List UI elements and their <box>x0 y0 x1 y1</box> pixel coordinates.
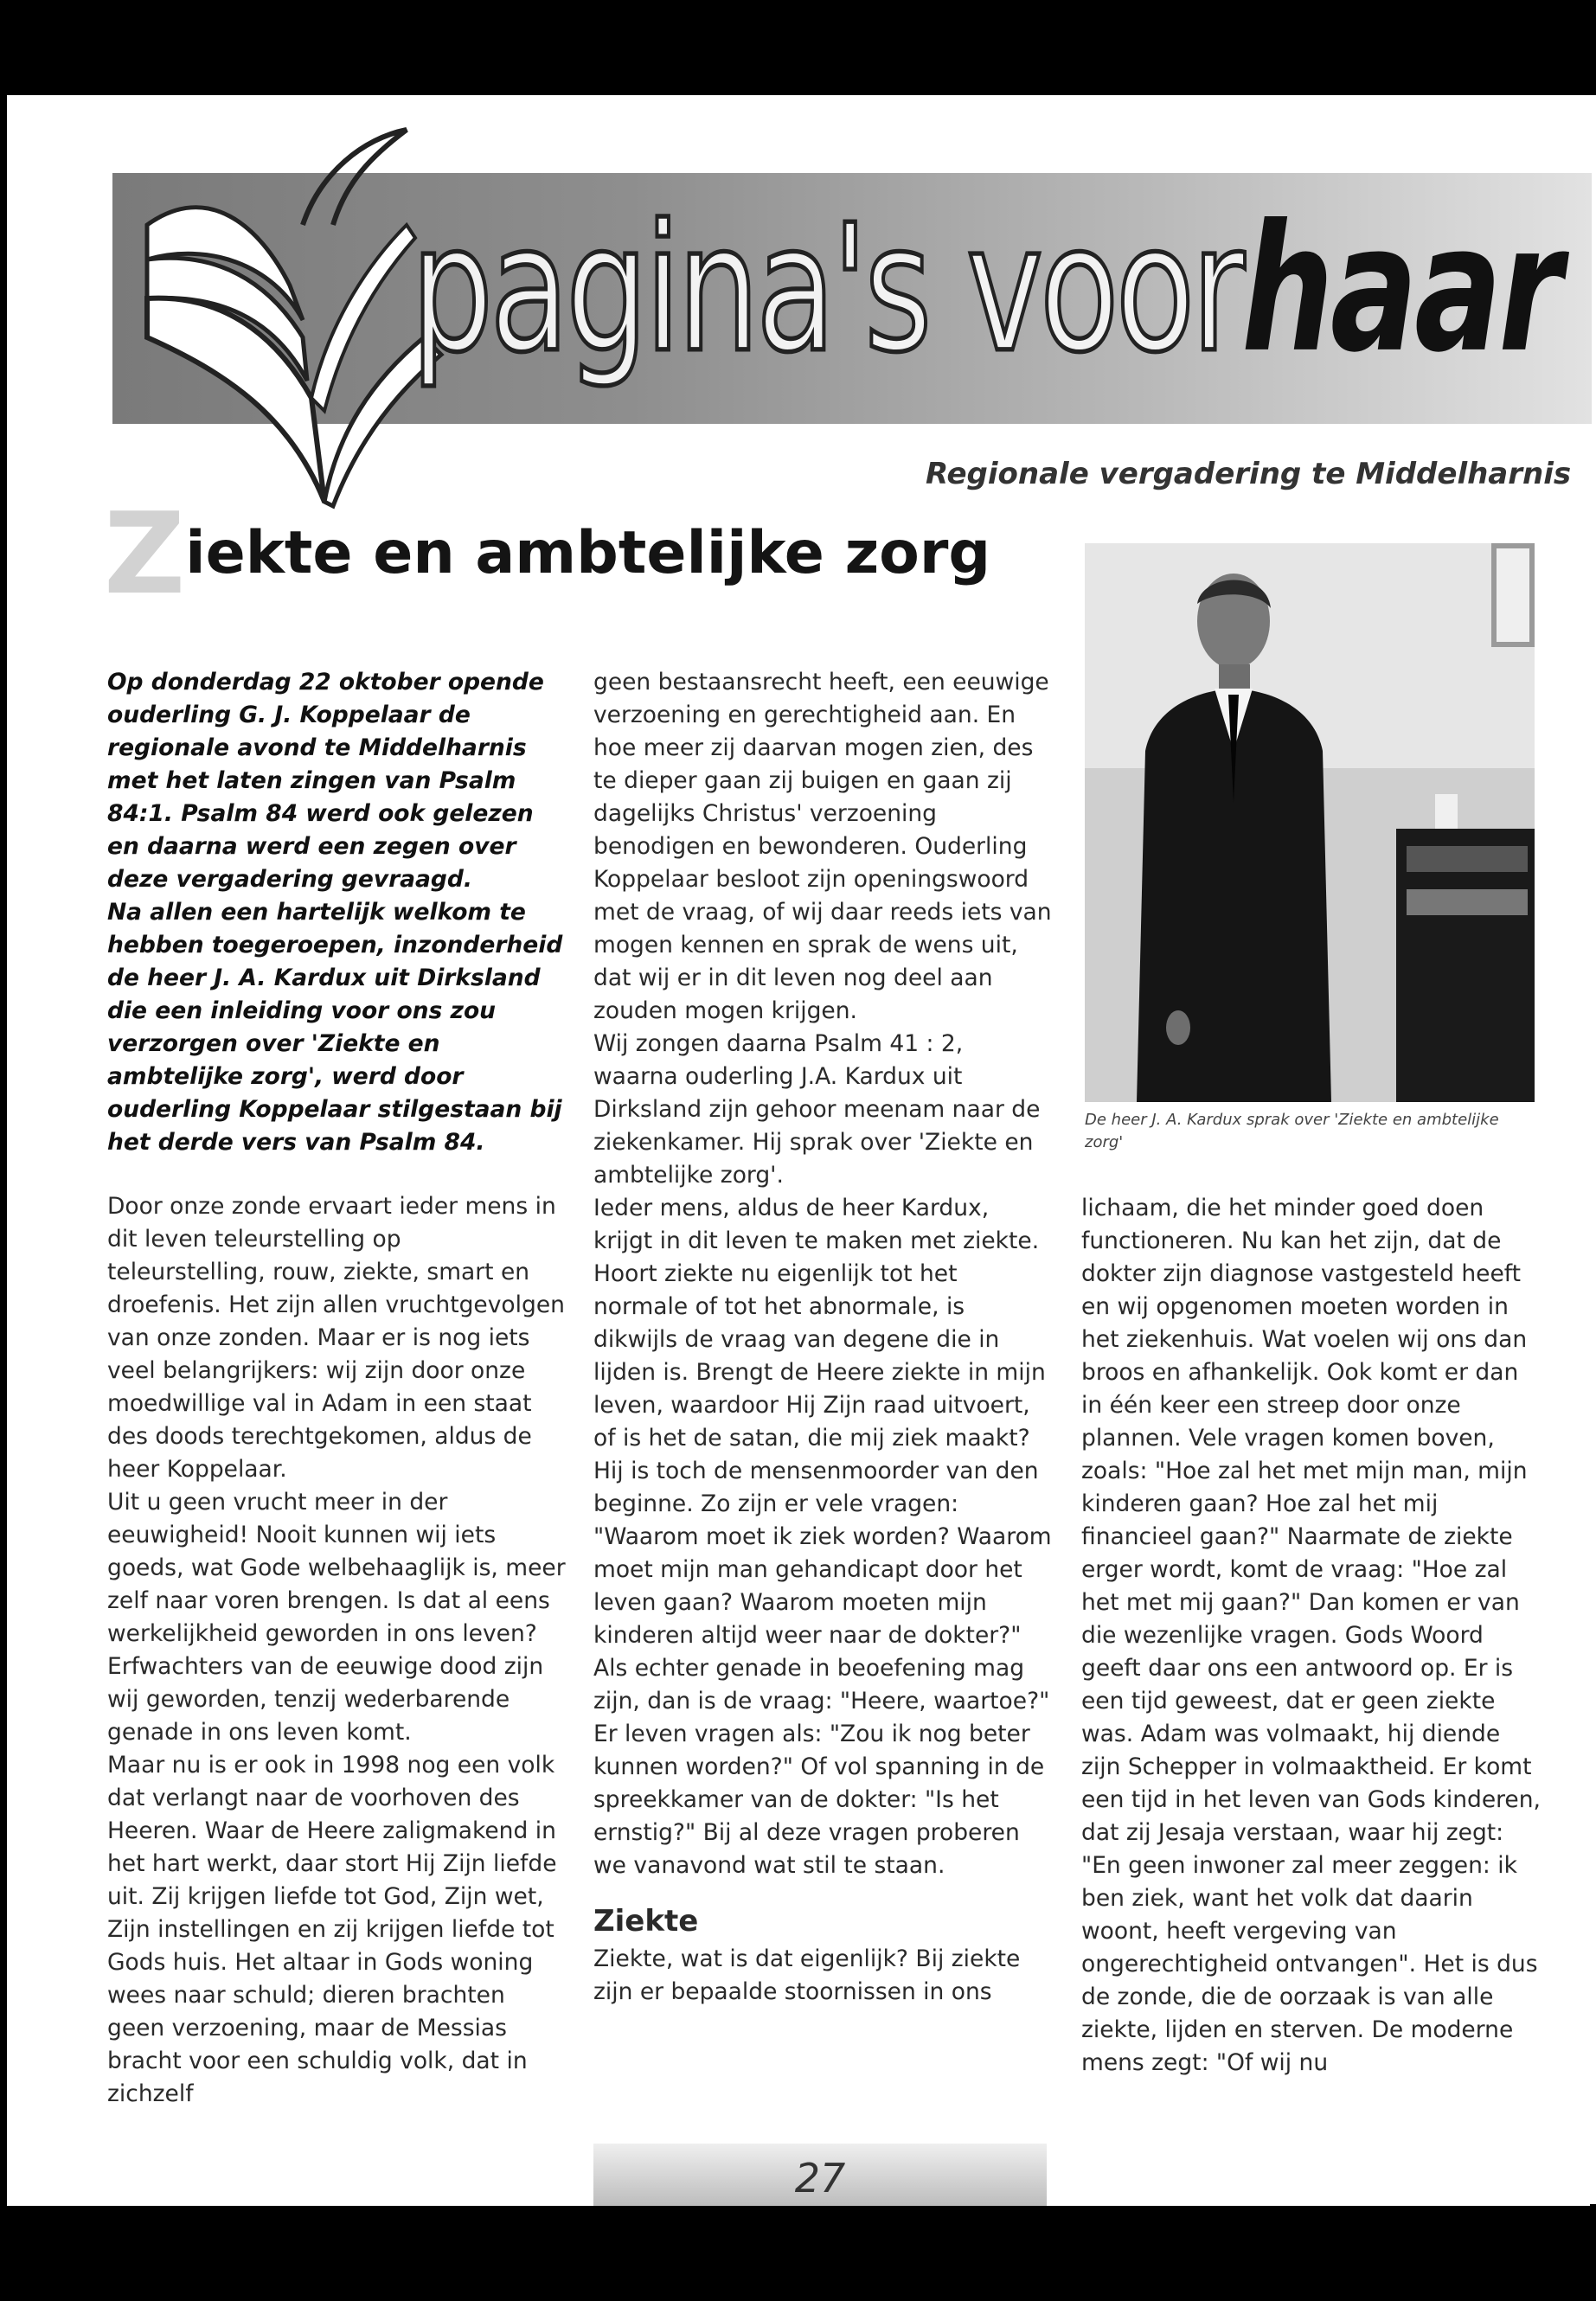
section-subhead: Ziekte <box>593 1904 699 1939</box>
headline-text: iekte en ambtelijke zorg <box>185 519 991 587</box>
section-title <box>411 160 1559 420</box>
section-title-light: pagina's voor <box>411 188 1242 392</box>
speaker-photo <box>1085 543 1535 1102</box>
headline-initial: Z <box>104 488 186 619</box>
article-kicker: Regionale vergadering te Middelharnis <box>926 457 1572 491</box>
page-number-box <box>593 2144 1047 2206</box>
body-paragraph: Ziekte, wat is dat eigenlijk? Bij ziekte zijn er bepaalde stoornissen in ons <box>593 1945 1021 2005</box>
body-paragraph: Wij zongen daarna Psalm 41 : 2, waarna ouderling J.A. Kardux uit Dirksland zijn gehoor meenam naar de ziekenkamer. Hij sprak over 'Ziekte en ambtelijke zorg'. <box>593 1030 1041 1189</box>
intro-sentence-1: Op donderdag 22 oktober opende ouderling G. J. Koppelaar de regionale avond te Middelharnis met het laten zingen van Psalm 84:1. Psalm 84 werd ook gelezen en daarna werd een zegen over deze vergadering gevraagd. <box>107 669 544 893</box>
body-paragraph: lichaam, die het minder goed doen functioneren. Nu kan het zijn, dat de dokter zijn diagnose vastgesteld heeft en wij opgenomen moeten worden in het ziekenhuis. Wat voelen wij ons dan broos en afhankelijk. Ook komt er dan in één keer een streep door onze plannen. Vele vragen komen boven, zoals: "Hoe zal het met mijn man, mijn kinderen gaan? Hoe zal het mij financieel gaan?" Naarmate de ziekte erger wordt, komt de vraag: "Hoe zal het met mij gaan?" Dan komen er van die wezenlijke vragen. Gods Woord geeft daar ons een antwoord op. Er is een tijd geweest, dat er geen ziekte was. Adam was volmaakt, hij diende zijn Schepper in volmaaktheid. Er komt een tijd in het leven van Gods kinderen, dat zij Jesaja verstaan, waar hij zegt: "En geen inwoner zal meer zeggen: ik ben ziek, want het volk dat daarin woont, heeft vergeving van ongerechtigheid ontvangen". Het is dus de zonde, die de oorzaak is van alle ziekte, lijden en sterven. De moderne mens zegt: "Of wij nu <box>1081 1195 1541 2076</box>
body-paragraph: Door onze zonde ervaart ieder mens in dit leven teleurstelling op teleurstelling, rouw, ziekte, smart en droefenis. Het zijn allen vruchtgevolgen van onze zonden. Maar er is nog iets veel belangrijkers: wij zijn door onze moedwillige val in Adam in een staat des doods terechtgekomen, aldus de heer Koppelaar. <box>107 1193 565 1483</box>
body-paragraph: Maar nu is er ook in 1998 nog een volk dat verlangt naar de voorhoven des Heeren. Waar de Heere zaligmakend in het hart werkt, daar stort Hij Zijn liefde uit. Zij krijgen liefde tot God, Zijn wet, Zijn instellingen en zij krijgen liefde tot Gods huis. Het altaar in Gods woning wees naar schuld; dieren brachten geen verzoening, maar de Messias bracht voor een schuldig volk, dat in zichzelf <box>107 1752 557 2107</box>
page-number: 27 <box>794 2155 846 2202</box>
body-paragraph: Er leven vragen als: "Zou ik nog beter kunnen worden?" Of vol spanning in de spreekkamer van de dokter: "Is het ernstig?" Bij al deze vragen proberen we vanavond wat stil te staan. <box>593 1721 1045 1879</box>
intro-paragraph <box>107 666 566 1159</box>
body-paragraph: geen bestaansrecht heeft, een eeuwige verzoening en gerechtigheid aan. En hoe meer zij daarvan mogen zien, des te dieper gaan zij buigen en gaan zij dagelijks Christus' verzoening benodigen en bewonderen. Ouderling Koppelaar besloot zijn openingswoord met de vraag, of wij daar reeds iets van mogen kennen en sprak de wens uit, dat wij er in dit leven nog deel aan zouden mogen krijgen. <box>593 669 1052 1024</box>
section-title-bold: haar <box>1241 188 1560 392</box>
scan-border-top <box>0 0 1596 95</box>
body-paragraph: Ieder mens, aldus de heer Kardux, krijgt in dit leven te maken met ziekte. Hoort ziekte nu eigenlijk tot het normale of tot het abnormale, is dikwijls de vraag van degene die in lijden is. Brengt de Heere ziekte in mijn leven, waardoor Hij Zijn raad uitvoert, of is het de satan, die mij ziek maakt? Hij is toch de mensenmoorder van den beginne. Zo zijn er vele vragen: "Waarom moet ik ziek worden? Waarom moet mijn man gehandicapt door het leven gaan? Waarom moeten mijn kinderen altijd weer naar de dokter?" Als echter genade in beoefening mag zijn, dan is de vraag: "Heere, waartoe?" <box>593 1195 1052 1715</box>
intro-sentence-2: Na allen een hartelijk welkom te hebben toegeroepen, inzonderheid de heer J. A. Kardux uit Dirksland die een inleiding voor ons zou verzorgen over 'Ziekte en ambtelijke zorg', werd door ouderling Koppelaar stilgestaan bij het derde vers van Psalm 84. <box>107 899 563 1156</box>
article-column-1 <box>107 666 566 2111</box>
article-headline <box>104 488 991 619</box>
article-column-3 <box>1081 1192 1542 2080</box>
article-column-2 <box>593 666 1052 2009</box>
photo-caption: De heer J. A. Kardux sprak over 'Ziekte en ambtelijke zorg' <box>1085 1111 1499 1151</box>
scan-border-bottom <box>0 2204 1596 2301</box>
open-book-icon <box>112 121 458 519</box>
body-paragraph: Uit u geen vrucht meer in der eeuwigheid! Nooit kunnen wij iets goeds, wat Gode welbehaaglijk is, meer zelf naar voren brengen. Is dat al eens werkelijkheid geworden in ons leven? Erfwachters van de eeuwige dood zijn wij geworden, tenzij wederbarende genade in ons leven komt. <box>107 1489 566 1746</box>
